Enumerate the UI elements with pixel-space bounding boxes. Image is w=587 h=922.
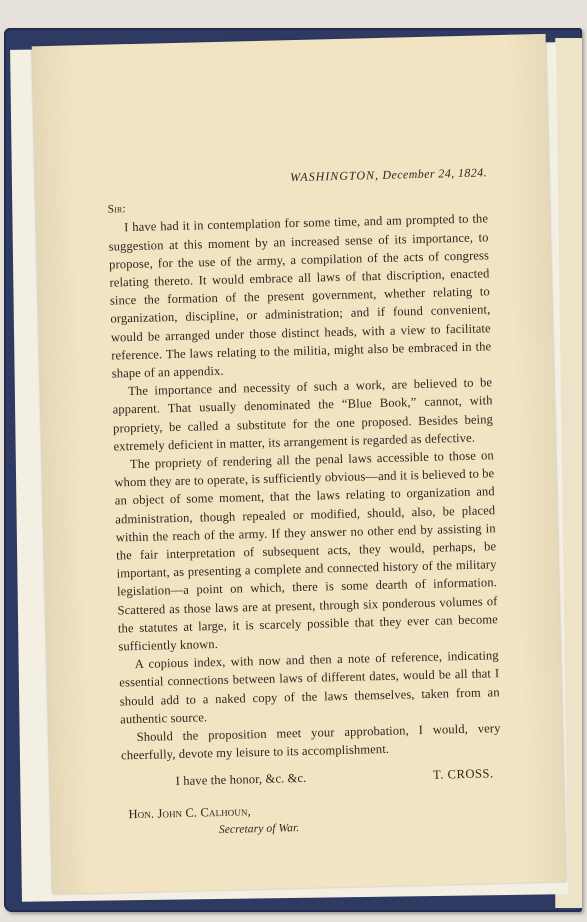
dateline (107, 163, 487, 190)
paragraph-4: A copious index, with now and then a note of reference, indicating essential connections between laws of different dates, would be all that I should add to a naked copy of the laws themselves, taken from an authentic source. (119, 648, 500, 727)
signature: T. CROSS. (432, 765, 494, 782)
paragraph-3: The propriety of rendering all the penal laws accessible to those on whom they are to operate, is sufficiently obvious—and it is believed to be an object of some moment, that the laws relating to organization and administration, though repealed or modified, should, also, be placed within the reach of the army. If they answer no other end by assisting in the fair interpretation of subsequent acts, they would, perhaps, be important, as presenting a complete and connected history of the military legislation—a point on which, there is some dearth of information. Scattered as those laws are at present, through six ponderous volumes of the statutes at large, it is scarcely possible that they ever can become sufficiently known. (114, 448, 499, 654)
addressee-name: Hon. John C. Calhoun, (128, 803, 251, 821)
closing (121, 764, 501, 791)
salutation: Sir: (107, 203, 126, 216)
paragraph-5: Should the proposition meet your approbation, I would, very cheerfully, devote my leisure to its accomplishment. (120, 721, 501, 763)
addressee-title: Secretary of War. (218, 822, 300, 836)
complimentary-close: I have the honor, &c. &c. (175, 770, 307, 788)
letter-body (107, 163, 503, 841)
dateline-city: WASHINGTON, (289, 167, 380, 185)
book-page (32, 34, 567, 894)
paragraph-1: I have had it in contemplation for some time, and am prompted to the suggestion at this moment by an increased sense of its importance, to propose, for the use of the army, a compilation of the acts of congress relating thereto. It would embrace all laws of that discription, enacted since the formation of the present government, whether relating to organization, discipline, or administration; and if found convenient, would be arranged under those distinct heads, with a view to facilitate reference. The laws relating to the militia, might also be embraced in the shape of an appendix. (108, 211, 492, 381)
dateline-date: December 24, 1824. (382, 165, 488, 182)
paragraph-2: The importance and necessity of such a work, are believed to be apparent. That usually denominated the “Blue Book,” cannot, with propriety, be called a substitute for the one proposed. Besides being extremely deficient in matter, its arrangement is regarded as defective. (112, 375, 494, 454)
